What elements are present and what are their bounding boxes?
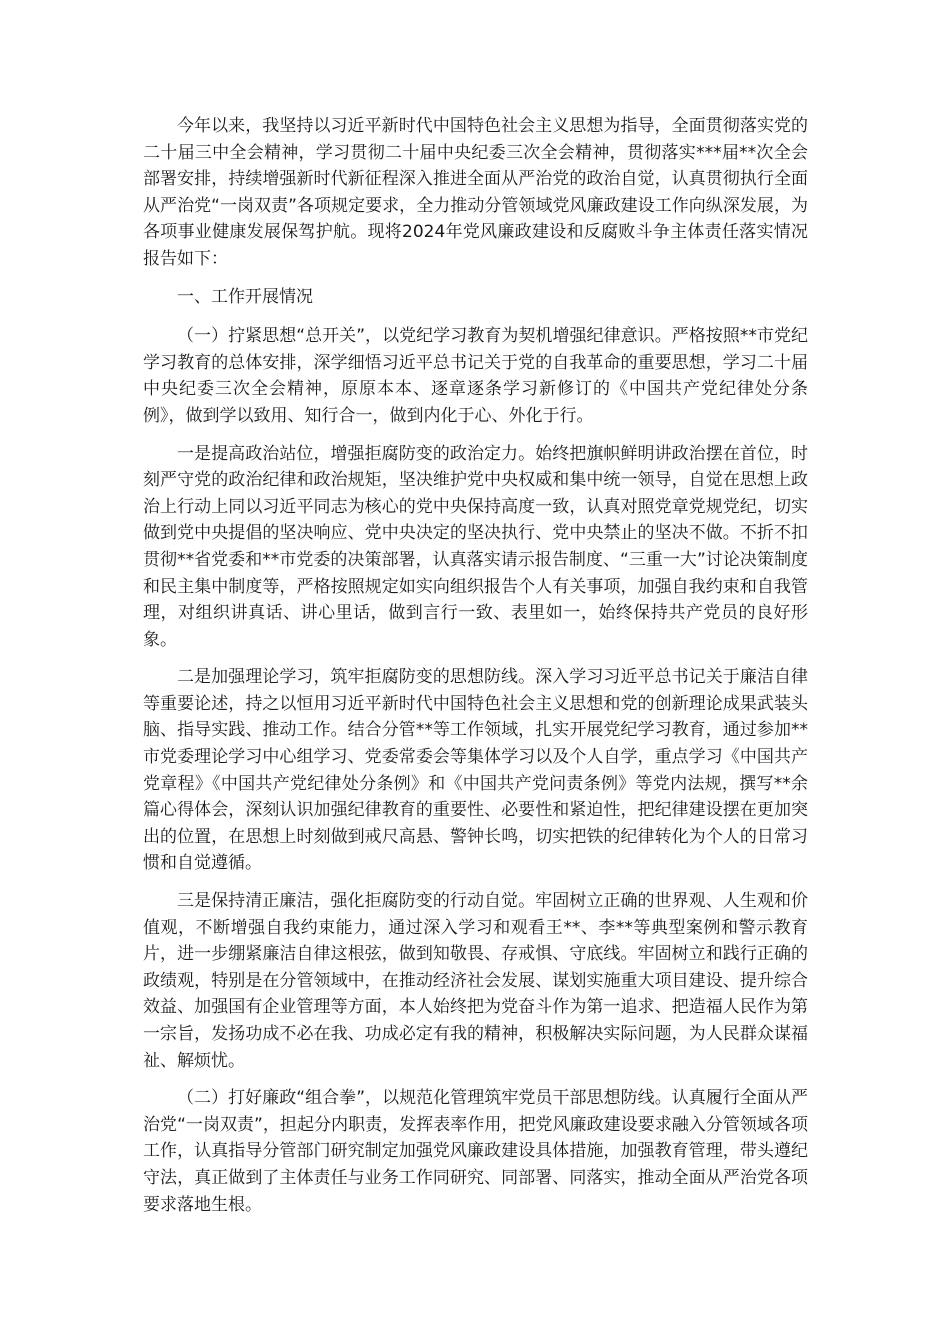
point-2-paragraph: 二是加强理论学习，筑牢拒腐防变的思想防线。深入学习习近平总书记关于廉洁自律等重要论述，持之以恒用习近平新时代中国特色社会主义思想和党的创新理论成果武装头脑、指导实践、推动工作。结合分管**等工作领域，扎实开展党纪学习教育，通过参加**市党委理论学习中心组学习、党委常委会等集体学习以及个人自学，重点学习《中国共产党章程》《中国共产党纪律处分条例》和《中国共产党问责条例》等党内法规，撰写**余篇心得体会，深刻认识加强纪律教育的重要性、必要性和紧迫性，把纪律建设摆在更加突出的位置，在思想上时刻做到戒尺高悬、警钟长鸣，切实把铁的纪律转化为个人的日常习惯和自觉遵循。 — [143, 667, 808, 874]
subsection-1-paragraph: （一）拧紧思想“总开关”，以党纪学习教育为契机增强纪律意识。严格按照**市党纪学习教育的总体安排，深学细悟习近平总书记关于党的自我革命的重要思想，学习二十届中央纪委三次全会精神，原原本本、逐章逐条学习新修订的《中国共产党纪律处分条例》，做到学以致用、知行合一，做到内化于心、外化于行。 — [143, 326, 808, 426]
document-body — [143, 113, 808, 1229]
point-1-paragraph: 一是提高政治站位，增强拒腐防变的政治定力。始终把旗帜鲜明讲政治摆在首位，时刻严守党的政治纪律和政治规矩，坚决维护党中央权威和集中统一领导，自觉在思想上政治上行动上同以习近平同志为核心的党中央保持高度一致，认真对照党章党规党纪，切实做到党中央提倡的坚决响应、党中央决定的坚决执行、党中央禁止的坚决不做。不折不扣贯彻**省党委和**市党委的决策部署，认真落实请示报告制度、“三重一大”讨论决策制度和民主集中制度等，严格按照规定如实向组织报告个人有关事项，加强自我约束和自我管理，对组织讲真话、讲心里话，做到言行一致、表里如一，始终保持共产党员的良好形象。 — [143, 443, 808, 650]
point-3-paragraph: 三是保持清正廉洁，强化拒腐防变的行动自觉。牢固树立正确的世界观、人生观和价值观，不断增强自我约束能力，通过深入学习和观看王**、李**等典型案例和警示教育片，进一步绷紧廉洁自律这根弦，做到知敬畏、存戒惧、守底线。牢固树立和践行正确的政绩观，特别是在分管领域中，在推动经济社会发展、谋划实施重大项目建设、提升综合效益、加强国有企业管理等方面，本人始终把为党奋斗作为第一追求、把造福人民作为第一宗旨，发扬功成不必在我、功成必定有我的精神，积极解决实际问题，为人民群众谋福祉、解烦忧。 — [143, 891, 808, 1071]
intro-paragraph: 今年以来，我坚持以习近平新时代中国特色社会主义思想为指导，全面贯彻落实党的二十届三中全会精神，学习贯彻二十届中央纪委三次全会精神，贯彻落实***届**次全会部署安排，持续增强新时代新征程深入推进全面从严治党的政治自觉，认真贯彻执行全面从严治党“一岗双责”各项规定要求，全力推动分管领域党风廉政建设工作向纵深发展，为各项事业健康发展保驾护航。现将2024年党风廉政建设和反腐败斗争主体责任落实情况报告如下： — [143, 116, 808, 269]
section-heading: 一、工作开展情况 — [177, 286, 313, 307]
subsection-2-paragraph: （二）打好廉政“组合拳”，以规范化管理筑牢党员干部思想防线。认真履行全面从严治党“一岗双责”，担起分内职责，发挥表率作用，把党风廉政建设要求融入分管领域各项工作，认真指导分管部门研究制定加强党风廉政建设具体措施，加强教育管理，带头遵纪守法，真正做到了主体责任与业务工作同研究、同部署、同落实，推动全面从严治党各项要求落地生根。 — [143, 1088, 808, 1215]
